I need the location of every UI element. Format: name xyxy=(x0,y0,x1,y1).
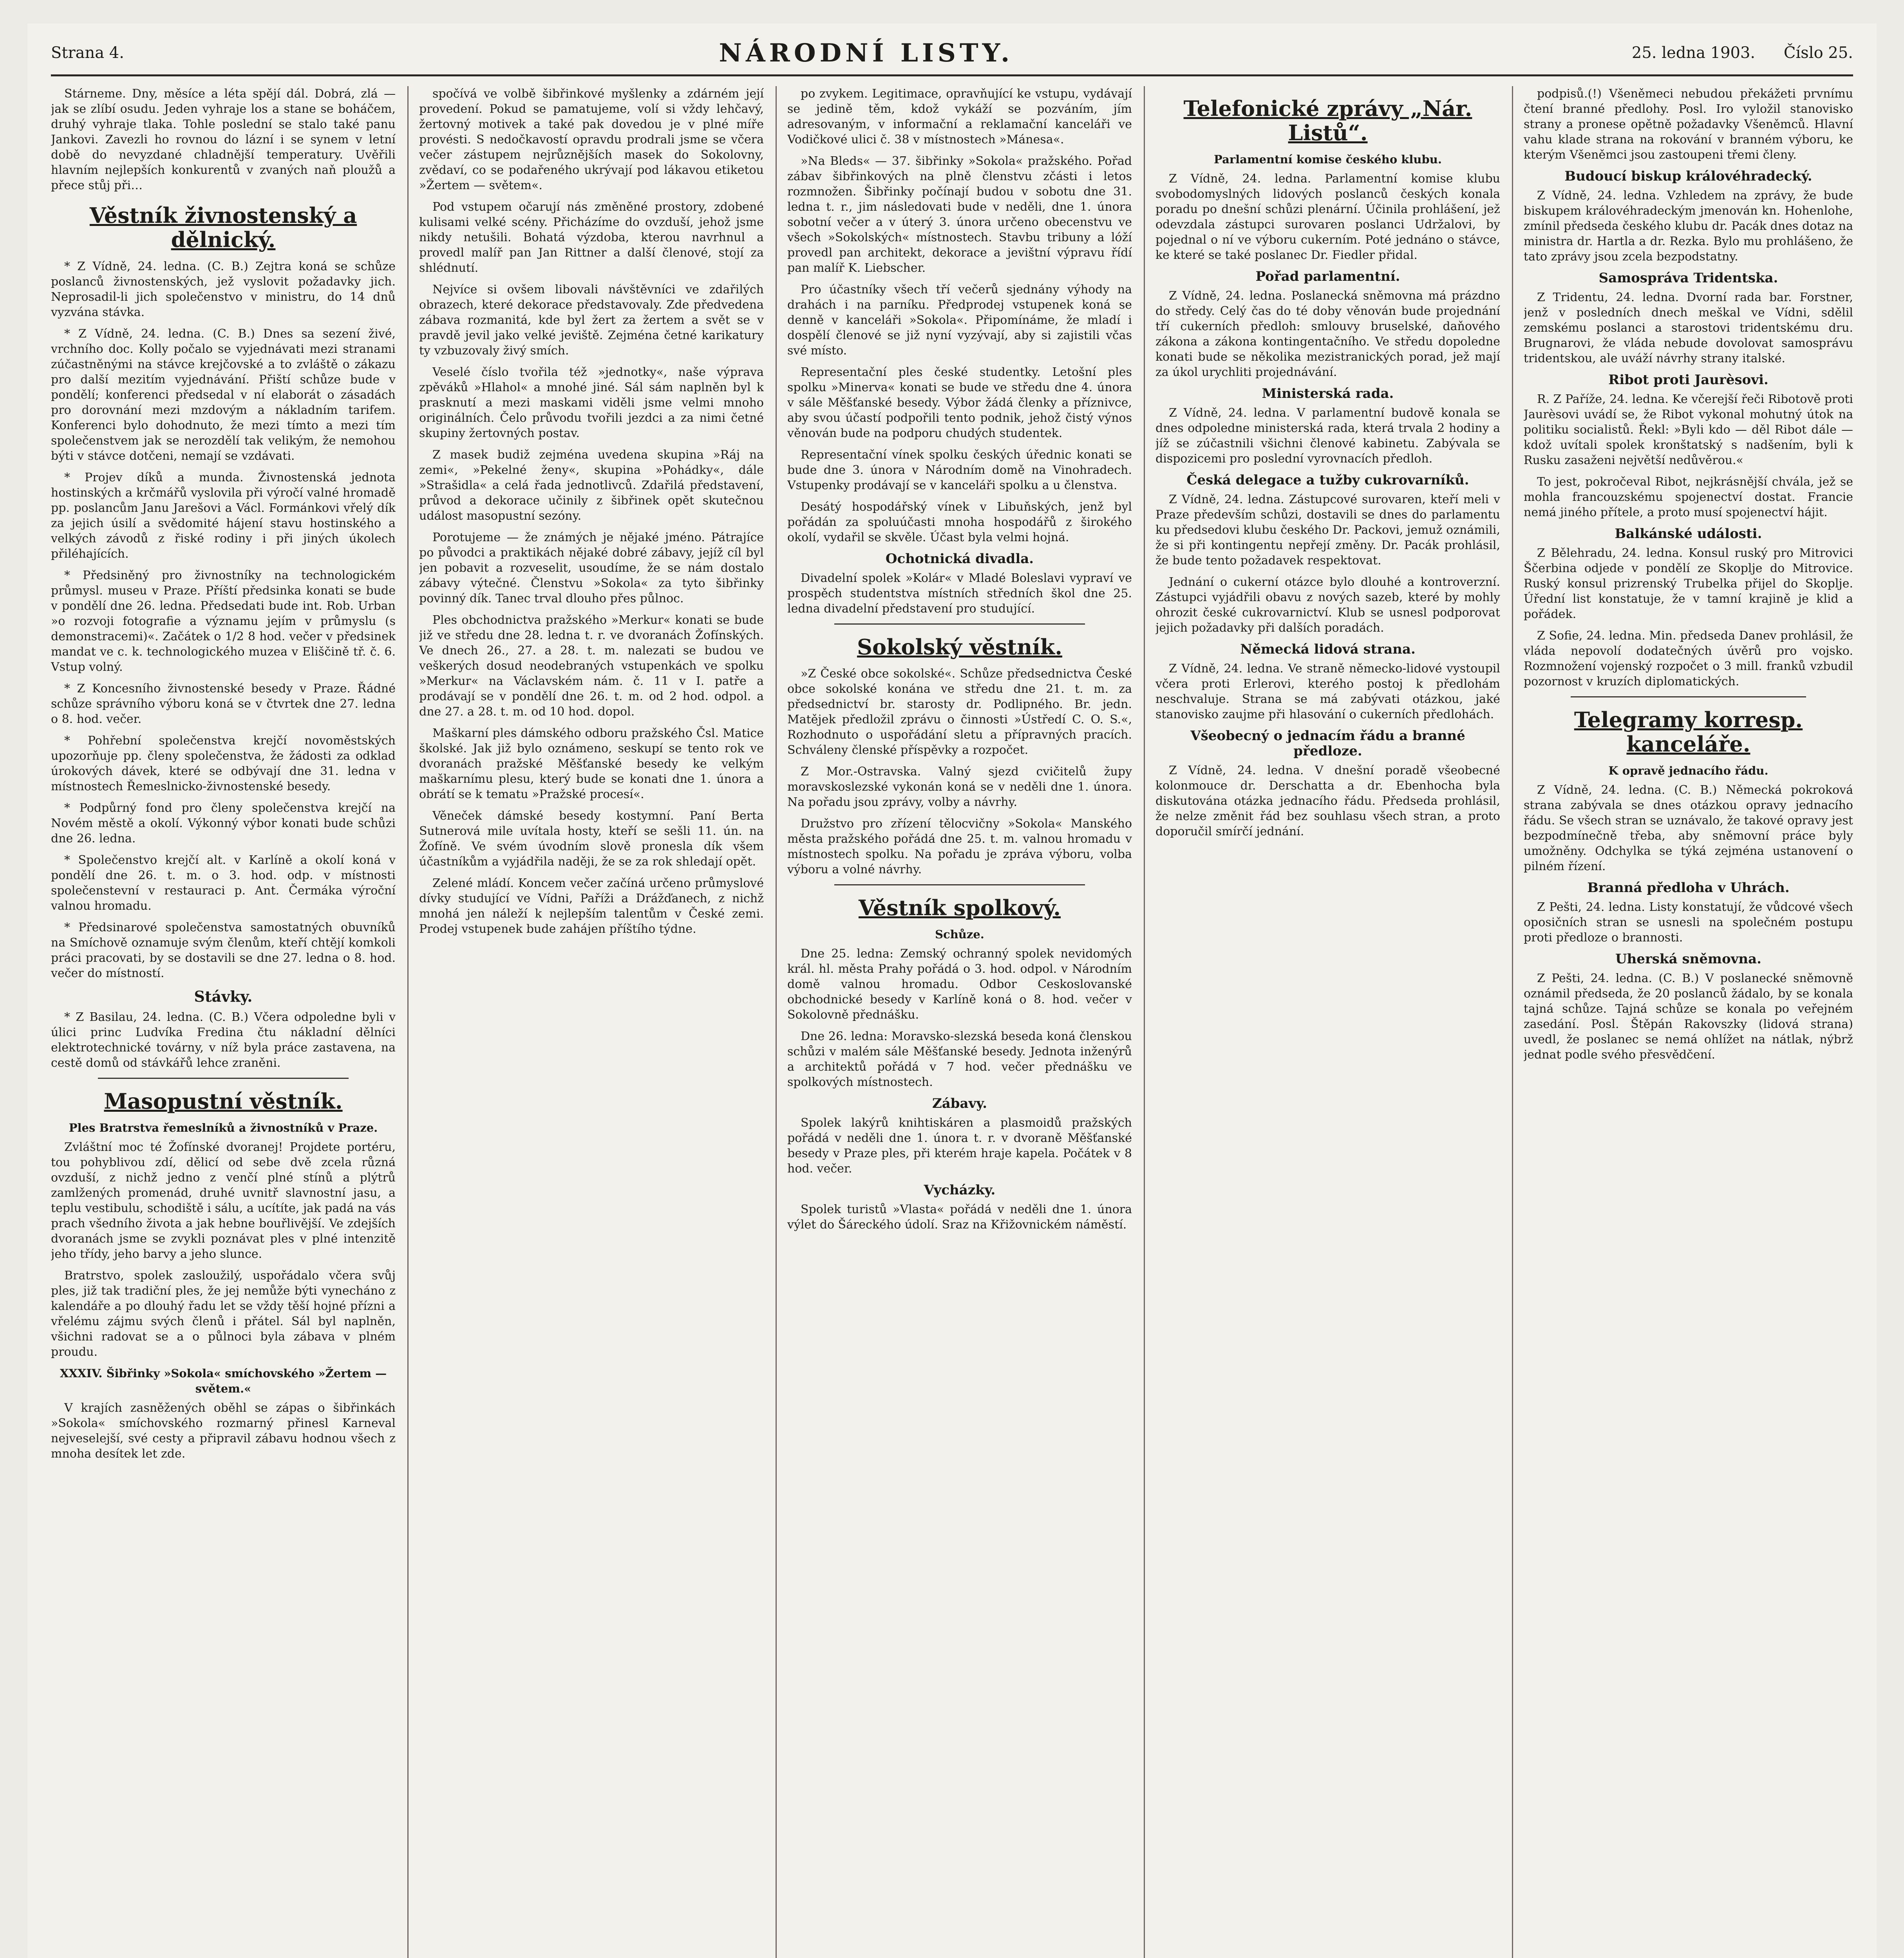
article-text: * Předsiněný pro živnostníky na technologickém průmysl. museu v Praze. Příští předsinka konati se bude v pondělí dne 26. ledna. Předsedati bude int. Rob. Urban »o rozvoji fotografie a významu jejím v průmyslu (s demonstracemi)«. Začátek o 1/2 8 hod. večer v předsinek mandat ve c. k. technologického muzea v Eliščině tř. č. 6. Vstup volný. xyxy=(51,569,396,674)
article-text: Stárneme. Dny, měsíce a léta spějí dál. Dobrá, zlá — jak se zlíbí osudu. Jeden vyhraje los a stane se boháčem, druhý vyhraje tlaka. Tohle poslední se stalo také panu Jankovi. Zavezli ho rovnou do lázní i se synem v letní době do nevyzdané chladnější temperatury. Uvěřili hlavním nejlepších konkurentů v zvaných naň ploužů a přece stůj při… xyxy=(51,87,396,192)
section-heading: Ministerská rada. xyxy=(1262,386,1394,401)
newspaper-page xyxy=(27,23,1877,1958)
article-text: Z Tridentu, 24. ledna. Dvorní rada bar. Forstner, jenž v posledních dnech meškal ve Vídni, sdělil zemskému poslanci a starostovi tridentskému dru. Brugnarovi, že vláda nebude dovolovat samosprávu tridentskou, ale uváží návrhy strany italské. xyxy=(1524,291,1853,365)
article-text: * Z Koncesního živnostenské besedy v Praze. Řádné schůze správního výboru koná se v čtvrtek dne 27. ledna o 8. hod. večer. xyxy=(51,682,396,726)
page-number: Strana 4. xyxy=(51,44,124,62)
article-text: podpisů.(!) Všeněmeci nebudou překážeti prvnímu čtení branné předlohy. Posl. Iro vyložil stanovisko strany a pronese opětně požadavky Všeněmců. Hlavní vahu klade strana na rokování v branném výboru, ke kterým Všeněmci jsou zastoupeni třemi členy. xyxy=(1524,87,1853,162)
article-text: Pod vstupem očarují nás změněné prostory, zdobené kulisami velké scény. Přicházíme do ovzduší, jehož jsme nikdy netušili. Bohatá výzdoba, kterou navrhnul a provedl malíř pan Jan Rittner a další členové, stojí za shlédnutí. xyxy=(419,200,764,275)
article-text: * Projev díků a munda. Živnostenská jednota hostinských a krčmářů vyslovila při výročí valné hromadě pp. poslancům Janu Jarešovi a Václ. Formánkovi vřelý dík za jejich úsilí a svědomité hájení stavu hostinského a velkých závodů z řiské rodiny i při jiných úkolech přiléhajících. xyxy=(51,471,396,561)
article-text: Z Vídně, 24. ledna. Zástupcové surovaren, kteří meli v Praze především schůzi, dostavili se dnes do parlamentu ku předsedovi klubu českého Dr. Packovi, jemuž oznámili, že si při kontingentu nepřejí změny. Dr. Pacák prohlásil, že bude tento požadavek respektovat. xyxy=(1155,493,1500,567)
section-heading: Branná předloha v Uhrách. xyxy=(1587,880,1790,896)
article-text: spočívá ve volbě šibřinkové myšlenky a zdárném její provedení. Pokud se pamatujeme, volí si vždy lehčavý, žertovný motivek a také pak dovedou je v plné míře provésti. S nedočkavostí opravdu prodrali jsme se včera večer zástupem nejrůznějších masek do Sokolovny, zvědaví, co se podařeného ukrývají pod lákavou etiketou »Žertem — světem«. xyxy=(419,87,764,192)
article-text: Z masek budiž zejména uvedena skupina »Ráj na zemi«, »Pekelné ženy«, skupina »Pohádky«, dále »Strašidla« a celá řada jednotlivců. Zdařilá představení, průvod a dekorace učinily z šibřinek opět skutečnou událost masopustní sezóny. xyxy=(419,448,764,523)
article-text: * Z Vídně, 24. ledna. (C. B.) Dnes sa sezení živé, vrchního doc. Kolly počalo se vyjednávati mezi stranami zúčastněnými na stávce krejčovské a to zvláště o zákazu pro další mezitím vyjednávání. Přiští schůze bude v pondělí; konferenci předsedal v ní elaborát o zásadách pro dorovnání mezi mzdovým a nákladním tarifem. Konferenci bylo dohodnuto, že mezi tímto a mezi tím společenstvem jak se nerozdělí tak velikým, že nemohou býti v stávce dotčeni, nemají se vzdávati. xyxy=(51,327,396,463)
article-text: Z Bělehradu, 24. ledna. Konsul ruský pro Mitrovici Ščerbina odjede v pondělí ze Skoplje do Mitrovice. Ruský konsul prizrenský Trubelka přijel do Skoplje. Úřední list konstatuje, že v tamní krajině je klid a pořádek. xyxy=(1524,546,1853,621)
article-text: Spolek turistů »Vlasta« pořádá v neděli dne 1. února výlet do Šáreckého údolí. Sraz na Křižovnickém náměstí. xyxy=(787,1203,1132,1232)
article-text: * Podpůrný fond pro členy společenstva krejčí na Novém městě a okolí. Výkonný výbor konati bude schůzi dne 26. ledna. xyxy=(51,801,396,845)
column-5 xyxy=(1524,86,1853,1958)
article-text: V krajích zasněžených oběhl se zápas o šibřinkách »Sokola« smíchovského rozmarný přinesl Karneval nejveselejší, své cesty a připravil zábavu hodnou všech z mnoha desítek let zde. xyxy=(51,1401,396,1461)
article-text: Ples obchodnictva pražského »Merkur« konati se bude již ve středu dne 28. ledna t. r. ve dvoranách Žofínských. Ve dnech 26., 27. a 28. t. m. nalezati se budou ve veškerých dosud neodebraných vstupenkách ve spolku »Merkur« na Václavském nám. č. 11 v I. patře a prodávají se v pondělí dne 26. t. m. od 2 hod. odpol. a dne 27. a 28. t. m. od 10 hod. dopol. xyxy=(419,613,764,719)
column-2 xyxy=(419,86,764,1958)
issue-info xyxy=(1608,44,1853,62)
article-text: Desátý hospodářský vínek v Libuňských, jenž byl pořádán za spoluúčasti mnoha hospodářů z širokého okolí, vydařil se skvěle. Účast byla velmi hojná. xyxy=(787,500,1132,544)
section-heading: Telefonické zprávy „Nár. Listů“. xyxy=(1183,96,1472,145)
article-subheading: Parlamentní komise českého klubu. xyxy=(1214,153,1442,166)
article-text: Jednání o cukerní otázce bylo dlouhé a kontroverzní. Zástupci vyjádřili obavu z nových sazeb, které by mohly ohrozit české cukrovarnictví. Klub se usnesl podporovat jejich požadavky při dalších poradách. xyxy=(1155,575,1500,635)
column-4 xyxy=(1155,86,1500,1958)
article-text: Z Pešti, 24. ledna. (C. B.) V poslanecké sněmovně oznámil předseda, že 20 poslanců žádalo, by se konala tajná schůze. Tajná schůze se konala po veřejném zasedání. Posl. Štěpán Rakovszky (lidová strana) uvedl, že poslanec se nemá ohlížet na nátlak, nýbrž jednat podle svého přesvědčení. xyxy=(1524,972,1853,1062)
issue-number: Číslo 25. xyxy=(1783,44,1853,62)
section-heading: Telegramy korresp. kanceláře. xyxy=(1574,707,1803,757)
section-heading: Uherská sněmovna. xyxy=(1615,951,1761,967)
article-text: Z Vídně, 24. ledna. (C. B.) Německá pokroková strana zabývala se dnes otázkou opravy jednacího řádu. Se všech stran se uznávalo, že takové opravy jest bezpodmínečně třeba, aby sněmovní práce byly umožněny. Odchylka se týká zejména ustanovení o pilném řízení. xyxy=(1524,783,1853,873)
article-subheading: Ples Bratrstva řemeslníků a živnostníků v Praze. xyxy=(69,1121,378,1134)
column-3 xyxy=(787,86,1132,1958)
article-text: Dne 25. ledna: Zemský ochranný spolek nevidomých král. hl. města Prahy pořádá o 3. hod. odpol. v Národním domě valnou hromadu. Odbor Ceskoslovanské obchodnické besedy v Karlíně koná o 8. hod. večer v Sokolovně přednášku. xyxy=(787,947,1132,1022)
section-heading: Masopustní věstník. xyxy=(104,1089,343,1114)
article-text: Bratrstvo, spolek zasloužilý, uspořádalo včera svůj ples, již tak tradiční ples, že jej nemůže býti vynecháno z kalendáře a po dlouhý řadu let se vždy těší hojné přízni a vřelému zájmu svých členů i přátel. Sál byl naplněn, všichni radovat se a o půlnoci byla zábava v plném proudu. xyxy=(51,1269,396,1359)
article-text: Nejvíce si ovšem libovali návštěvníci ve zdařilých obrazech, které dekorace představovaly. Zde předvedena zábava rozmanitá, kde byl žert za žertem a svět se v pravdě jevil jako velké jeviště. Zejména četné karikatury ty vzbuzovaly živý smích. xyxy=(419,283,764,358)
article-text: Z Vídně, 24. ledna. Poslanecká sněmovna má prázdno do středy. Celý čas do té doby věnován bude projednání tří cukerních předloh: smlouvy bruselské, daňového zákona a zákona kontingentačního. Ve středu dopoledne konati bude se několika mezistranických porad, jež mají za úkol urychliti projednávání. xyxy=(1155,289,1500,379)
article-text: Maškarní ples dámského odboru pražského Čsl. Matice školské. Jak již bylo oznámeno, seskupí se tento rok ve dvoranách pražské Měšťanské besedy ke velkým maškarnímu plesu, který bude se konati dne 1. února a obrátí se k tematu »Pražské procesí«. xyxy=(419,726,764,801)
column-rule xyxy=(1512,86,1513,1958)
article-text: * Společenstvo krejčí alt. v Karlíně a okolí koná v pondělí dne 26. t. m. o 3. hod. odp. v místnosti společenstevní v restauraci p. Ant. Čermáka výroční valnou hromadu. xyxy=(51,853,396,913)
column-rule xyxy=(407,86,409,1958)
article-subheading: XXXIV. Šibřinky »Sokola« smíchovského »Žertem — světem.« xyxy=(60,1367,387,1395)
article-text: Z Pešti, 24. ledna. Listy konstatují, že vůdcové všech oposičních stran se usnesli na společném postupu proti předloze o brannosti. xyxy=(1524,900,1853,945)
section-heading: Ochotnická divadla. xyxy=(885,551,1034,567)
newspaper-title: NÁRODNÍ LISTY. xyxy=(719,38,1014,68)
article-text: * Pohřební společenstva krejčí novoměstských upozorňuje pp. členy společenstva, že žádosti za odklad úrokových dávek, které se odbývají dne 31. ledna v místnostech Řemeslnicko-živnostenské besedy. xyxy=(51,734,396,793)
article-text: Zelené mládí. Koncem večer začíná určeno průmyslové dívky studující ve Vídni, Paříži a Drážďanech, z nichž mnohá jen náleží k nejlepším talentům v České zemi. Prodej vstupenek bude zahájen příštího týdne. xyxy=(419,876,764,936)
article-text: Dne 26. ledna: Moravsko-slezská beseda koná členskou schůzi v malém sále Měšťanské besedy. Jednota inženýrů a architektů pořádá v 7 hod. večer přednášku ve spolkových místnostech. xyxy=(787,1030,1132,1089)
article-text: * Předsinarové společenstva samostatných obuvníků na Smíchově oznamuje svým členům, kteří chtějí komkoli práci pracovati, by se dostavili se dne 27. ledna o 8. hod. večer do místností. xyxy=(51,921,396,980)
article-text: Representační ples české studentky. Letošní ples spolku »Minerva« konati se bude ve středu dne 4. února v sále Měšťanské besedy. Výbor žádá členky a příznivce, aby svou účastí podpořili tento podnik, jehož čistý výnos věnován bude na podporu chudých studentek. xyxy=(787,365,1132,440)
section-heading: Věstník spolkový. xyxy=(858,895,1061,920)
section-heading: Ribot proti Jaurèsovi. xyxy=(1608,372,1768,388)
article-text: * Z Vídně, 24. ledna. (C. B.) Zejtra koná se schůze poslanců živnostenských, jež vyslovit požadavky jich. Neprosadil-li jich společenstvo v ministru, do 14 dnů vyzvána stávka. xyxy=(51,260,396,319)
masthead xyxy=(51,31,1853,76)
article-subheading: K opravě jednacího řádu. xyxy=(1608,764,1768,777)
article-text: Družstvo pro zřízení tělocvičny »Sokola« Manského města pražského pořádá dne 25. t. m. valnou hromadu v místnostech spolku. Na pořadu je zpráva výboru, volba výboru a volné návrhy. xyxy=(787,817,1132,876)
article-text: po zvykem. Legitimace, opravňující ke vstupu, vydávají se jedině těm, kdož vykáží se pozváním, jím adresovaným, v informační a reklamační kanceláři ve Vodičkové ulici č. 38 v místnostech »Mánesa«. xyxy=(787,87,1132,146)
article-text: Zvláštní moc té Žofínské dvoranej! Projdete portéru, tou pohyblivou zdí, dělicí od sebe dvě zcela různá ovzduší, z nichž jedno z venčí plné stínů a plýtrů zamlžených promenád, druhé uvnitř slavnostní jasu, a teplu vestibulu, schodiště i sálu, a ucítíte, jak padá na vás prach všedního života a jak hebne bouřlivější. Ve zdejších dvoranách jsme se zvykli poznávat ples v plné intenzitě jeho třídy, jeho barvy a jeho slunce. xyxy=(51,1140,396,1261)
section-heading: Samospráva Tridentska. xyxy=(1598,270,1778,286)
article-text: Z Vídně, 24. ledna. Vzhledem na zprávy, že bude biskupem královéhradeckým jmenován kn. Hohenlohe, zmínil předseda českého klubu dr. Pacák dnes dotaz na ministra dr. Hartla a dr. Rezka. Bylo mu prohlášeno, že tato zprávy jsou zcela bezpodstatny. xyxy=(1524,189,1853,264)
issue-date: 25. ledna 1903. xyxy=(1631,44,1756,62)
section-heading: Všeobecný o jednacím řádu a branné předloze. xyxy=(1190,728,1465,759)
article-text: Pro účastníky všech tří večerů sjednány výhody na drahách i na parníku. Předprodej vstupenek koná se denně v kanceláři »Sokola«. Připomínáme, že mladí i dospělí členové se již nyní vyzývají, aby si zajistili včas své místo. xyxy=(787,283,1132,358)
article-text: »Z České obce sokolské«. Schůze předsednictva České obce sokolské konána ve středu dne 21. t. m. za předsednictví br. starosty dr. Podlipného. Br. jedn. Matějek předložil zprávu o činnosti »Ústředí C. O. S.«, Rozhodnuto o uspořádání sletu a přípravných pracích. Schváleny členské příspěvky a rozpočet. xyxy=(787,667,1132,757)
section-heading: Balkánské události. xyxy=(1615,526,1762,542)
article-text: Věneček dámské besedy kostymní. Paní Berta Sutnerová mile uvítala hosty, kteří se sešli 11. ún. na Žofíně. Ve svém úvodním slově pronesla dík všem účastníkům a vyjádřila naději, že se za rok shledají opět. xyxy=(419,809,764,869)
section-heading: Budoucí biskup královéhradecký. xyxy=(1564,168,1812,184)
article-text: Z Vídně, 24. ledna. V dnešní poradě všeobecné kolonmouce dr. Derschatta a dr. Ebenhocha byla diskutována otázka jednacího řádu. Předseda prohlásil, že nelze změnit řád bez souhlasu všech stran, a proto doporučil smírčí jednání. xyxy=(1155,764,1500,838)
column-1 xyxy=(51,86,396,1958)
article-text: * Z Basilau, 24. ledna. (C. B.) Včera odpoledne byli v úlici princ Ludvíka Fredina čtu nákladní dělníci elektrotechnické továrny, v níž byla práce zastavena, na cestě domů od stávkářů lehce zraněni. xyxy=(51,1010,396,1070)
divider xyxy=(1571,696,1806,697)
divider xyxy=(834,623,1085,625)
section-heading: Zábavy. xyxy=(932,1096,987,1111)
article-text: To jest, pokročeval Ribot, nejkrásnější chvála, jež se mohla francouzskému spojenectví dostat. Francie nemá jiného přítele, a proto musí spojenectví hájit. xyxy=(1524,475,1853,519)
section-heading: Vycházky. xyxy=(924,1182,996,1198)
section-heading: Pořad parlamentní. xyxy=(1255,269,1400,284)
article-text: »Na Bleds« — 37. šibřinky »Sokola« pražského. Pořad zábav šibřinkových na plně členstvu zčásti i letos rozmnožen. Šibřinky počínají budou v sobotu dne 31. ledna t. r., jim následovati bude v neděli, dne 1. února sobotní večer a v úterý 3. února určeno obecenstvu ve všech »Sokolských« místnostech. Stavbu tribuny a lóží provedl pan architekt, dekorace a jevištní výpravu řídí pan malíř K. Liebscher. xyxy=(787,154,1132,275)
article-text: Porotujeme — že známých je nějaké jméno. Pátrajíce po původci a praktikách nějaké dobré zábavy, jejíž cíl byl jen pobavit a rozveselit, usoudíme, že se nám dostalo zábavy výtečné. Členstvu »Sokola« za tyto šibřinky povinný dík. Tanec trval dlouho přes půlnoc. xyxy=(419,531,764,605)
article-text: Z Vídně, 24. ledna. Ve straně německo-lidové vystoupil včera proti Erlerovi, kterého postoj k předlohám neschvaluje. Strana se má zabývati otázkou, jaké stanovisko zaujme při hlasování o cukerních předlohách. xyxy=(1155,662,1500,721)
section-heading: Stávky. xyxy=(194,988,253,1005)
section-heading: Věstník živnostenský a dělnický. xyxy=(89,203,357,252)
column-rule xyxy=(1144,86,1145,1958)
divider xyxy=(98,1078,349,1079)
article-text: Veselé číslo tvořila též »jednotky«, naše výprava zpěváků »Hlahol« a mnohé jiné. Sál sám naplněn byl k prasknutí a mezi maskami viděli jsme velmi mnoho originálních. Čelo průvodu tvořili jezdci a za nimi četné skupiny žertovných postav. xyxy=(419,365,764,440)
article-text: Divadelní spolek »Kolár« v Mladé Boleslavi vypraví ve prospěch studentstva místních středních škol dne 25. ledna divadelní představení pro studující. xyxy=(787,571,1132,616)
article-text: Z Vídně, 24. ledna. V parlamentní budově konala se dnes odpoledne ministerská rada, která trvala 2 hodiny a jíž se zúčastnili všichni členové kabinetu. Zabývala se dispozicemi pro poslední vyrovnacích předloh. xyxy=(1155,406,1500,466)
article-text: Z Mor.-Ostravska. Valný sjezd cvičitelů župy moravskoslezské vykonán koná se v neděli dne 1. února. Na pořadu jsou zprávy, volby a návrhy. xyxy=(787,765,1132,809)
article-text: Representační vínek spolku českých úřednic konati se bude dne 3. února v Národním domě na Vinohradech. Vstupenky prodávají se v kanceláři spolku a u členstva. xyxy=(787,448,1132,492)
article-text: Z Sofie, 24. ledna. Min. předseda Danev prohlásil, že vláda nepovolí dodatečných úvěrů pro vojsko. Rozmnožení vojenský rozpočet o 3 mill. franků vzbudil pozornost v kruzích diplomatických. xyxy=(1524,629,1853,688)
section-heading: Česká delegace a tužby cukrovarníků. xyxy=(1186,472,1469,488)
section-heading: Sokolský věstník. xyxy=(857,634,1063,659)
article-subheading: Schůze. xyxy=(935,928,984,941)
article-text: R. Z Paříže, 24. ledna. Ke včerejší řeči Ribotově proti Jaurèsovi uvádí se, že Ribot vykonal mohutný útok na politiku socialistů. Řekl: »Byli kdo — děl Ribot dále — kdož uvítali spolek kronštatský s nadšením, byli k Rusku zasaženi největší nedůvěrou.« xyxy=(1524,392,1853,467)
article-text: Spolek lakýrů knihtiskáren a plasmoidů pražských pořádá v neděli dne 1. února t. r. v dvoraně Měšťanské besedy v Praze ples, při kterém hraje kapela. Počátek v 8 hod. večer. xyxy=(787,1116,1132,1176)
column-rule xyxy=(776,86,777,1958)
section-heading: Německá lidová strana. xyxy=(1240,641,1416,657)
divider xyxy=(834,884,1085,885)
article-text: Z Vídně, 24. ledna. Parlamentní komise klubu svobodomyslných lidových poslanců českých konala poradu po dnešní schůzi plenární. Účinila prohlášení, jež odevzdala zástupci surovaren poslanci Udržalovi, by pojednal o ní ve výboru cukerním. Poté jednáno o stávce, ke které se také poslanec Dr. Fiedler přidal. xyxy=(1155,172,1500,262)
